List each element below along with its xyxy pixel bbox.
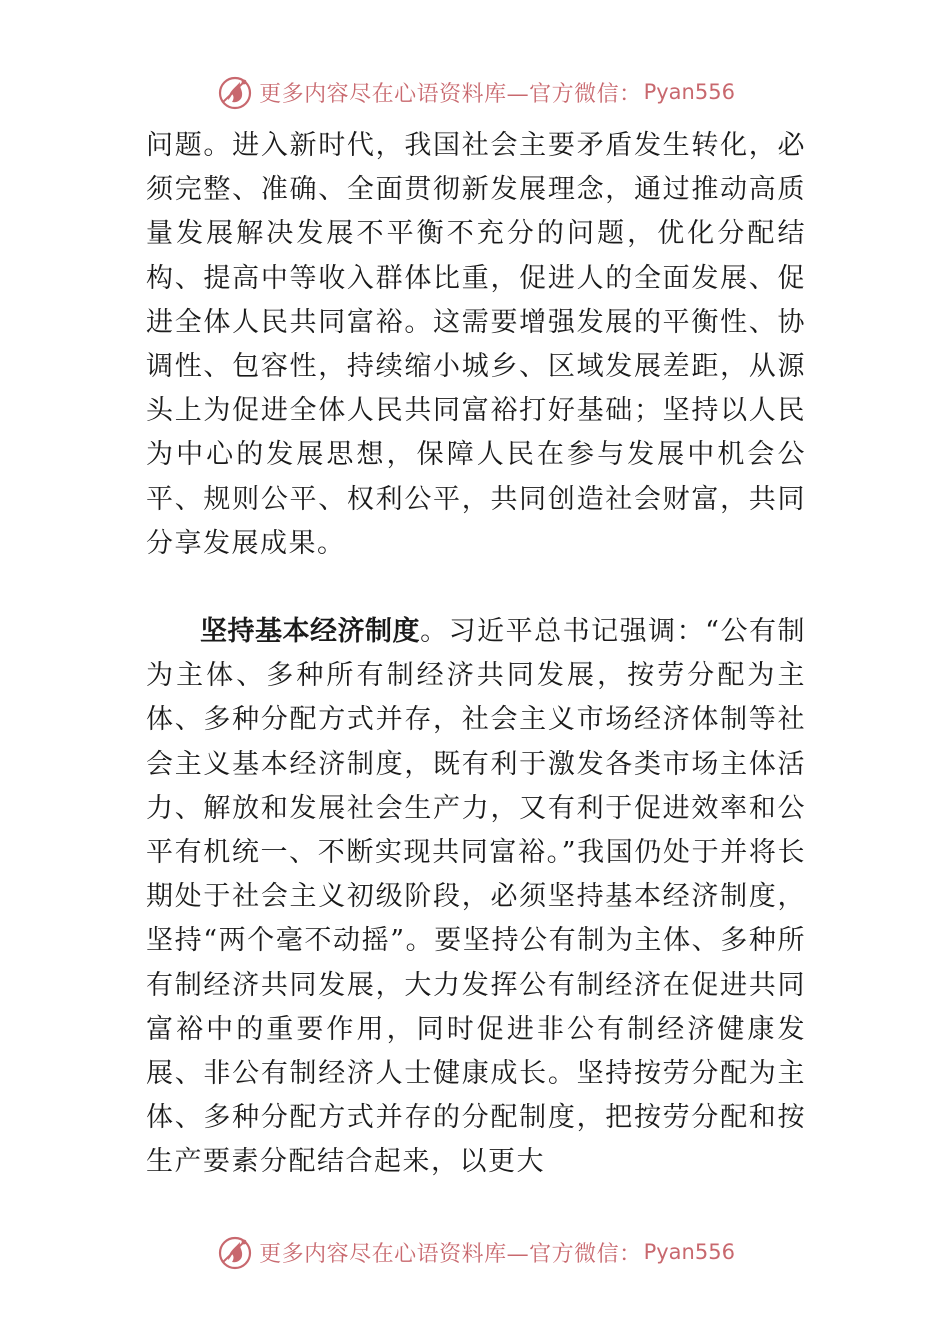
watermark-handle: Pyan556 (643, 1240, 735, 1264)
paragraph-2 (146, 610, 806, 1185)
document-body (146, 124, 806, 1185)
paragraph-2-heading: 坚持基本经济制度 (200, 616, 421, 648)
watermark-text: 更多内容尽在心语资料库—官方微信： (259, 1241, 642, 1267)
watermark-text: 更多内容尽在心语资料库—官方微信： (259, 81, 642, 107)
paragraph-1: 问题。进入新时代，我国社会主要矛盾发生转化，必须完整、准确、全面贯彻新发展理念，通过推动高质量发展解决发展不平衡不充分的问题，优化分配结构、提高中等收入群体比重，促进人的全面发展、促进全体人民共同富裕。这需要增强发展的平衡性、协调性、包容性，持续缩小城乡、区域发展差距，从源头上为促进全体人民共同富裕打好基础；坚持以人民为中心的发展思想，保障人民在参与发展中机会公平、规则公平、权利公平，共同创造社会财富，共同分享发展成果。 (146, 130, 806, 559)
flame-seal-icon (215, 72, 255, 112)
watermark-handle: Pyan556 (643, 80, 735, 104)
paragraph-2-text: 。习近平总书记强调：“公有制为主体、多种所有制经济共同发展，按劳分配为主体、多种分配方式并存，社会主义市场经济体制等社会主义基本经济制度，既有利于激发各类市场主体活力、解放和发展社会生产力，又有利于促进效率和公平有机统一、不断实现共同富裕。”我国仍处于并将长期处于社会主义初级阶段，必须坚持基本经济制度，坚持“两个毫不动摇”。要坚持公有制为主体、多种所有制经济共同发展，大力发挥公有制经济在促进共同富裕中的重要作用，同时促进非公有制经济健康发展、非公有制经济人士健康成长。坚持按劳分配为主体、多种分配方式并存的分配制度，把按劳分配和按生产要素分配结合起来，以更大 (146, 616, 806, 1178)
footer-watermark (0, 1230, 950, 1274)
header-watermark (0, 70, 950, 114)
flame-seal-icon (215, 1232, 255, 1272)
